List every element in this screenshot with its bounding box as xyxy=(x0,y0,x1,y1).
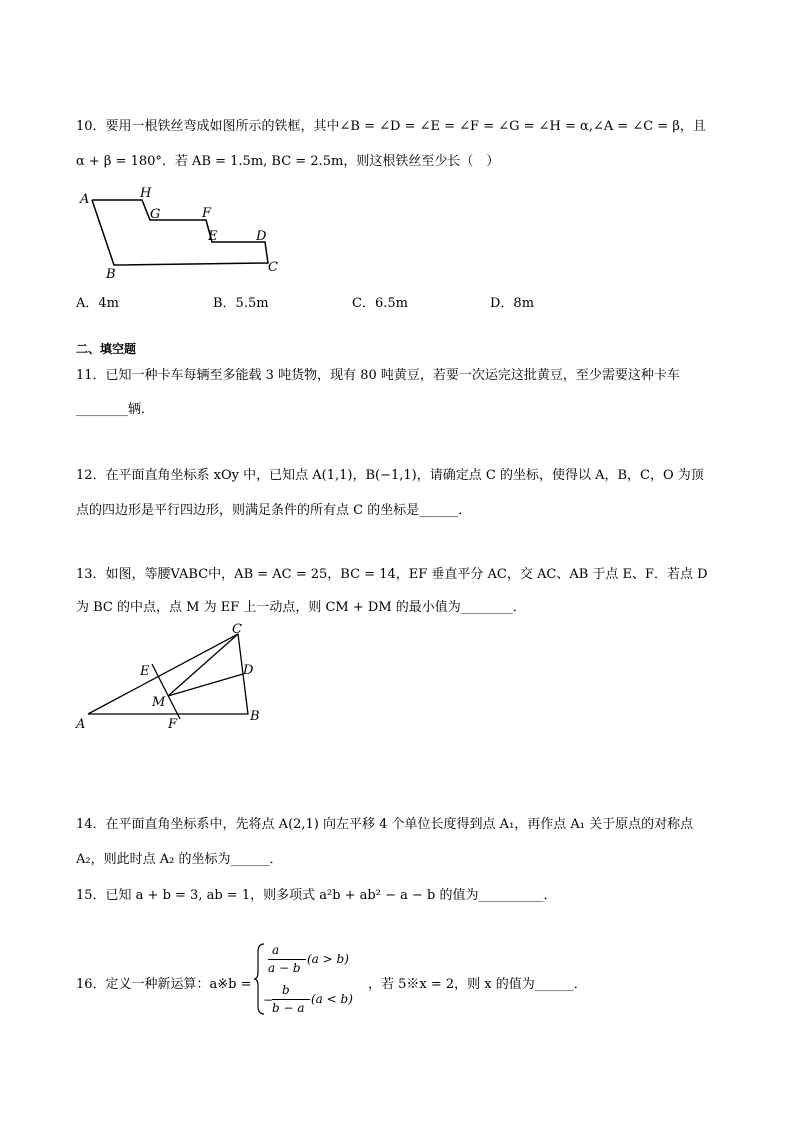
q11-line1: 11．已知一种卡车每辆至多能载 3 吨货物，现有 80 吨黄豆，若要一次运完这批黄豆，至少需要这种卡车 xyxy=(76,368,680,383)
q10-label-F: F xyxy=(202,206,212,221)
q10-option-b: B．5.5m xyxy=(213,296,269,311)
q10-option-d: D．8m xyxy=(490,296,535,311)
q10-label-A: A xyxy=(80,192,90,207)
q16-case2-numerator: b xyxy=(282,983,290,997)
q13-figure xyxy=(72,622,272,734)
q16-case1-condition: (a > b) xyxy=(307,952,349,966)
q16-case1-denominator: a − b xyxy=(268,961,301,975)
q10-label-E: E xyxy=(208,229,218,244)
q16-case2-sign: − xyxy=(263,993,274,1007)
q10-figure xyxy=(78,185,298,280)
q16-case1-fraction-bar xyxy=(268,959,306,960)
q16-prefix: 16．定义一种新运算：a※b = xyxy=(76,977,252,992)
q10-label-D: D xyxy=(256,229,267,244)
q10-label-C: C xyxy=(268,260,278,275)
q10-label-H: H xyxy=(140,186,152,201)
q14-line1: 14．在平面直角坐标系中，先将点 A(2,1) 向左平移 4 个单位长度得到点 A₁，再作点 A₁ 关于原点的对称点 xyxy=(76,817,694,832)
q16-case2-denominator: b − a xyxy=(272,1001,305,1015)
q16-case2-condition: (a < b) xyxy=(311,992,353,1006)
q12-line2: 点的四边形是平行四边形，则满足条件的所有点 C 的坐标是______． xyxy=(76,503,472,518)
q13-label-B: B xyxy=(250,709,260,724)
q13-label-F: F xyxy=(168,717,178,732)
q14-line2: A₂，则此时点 A₂ 的坐标为______． xyxy=(76,852,283,867)
q16-case2-fraction-bar xyxy=(272,999,310,1000)
q13-label-D: D xyxy=(243,663,254,678)
q12-line1: 12．在平面直角坐标系 xOy 中，已知点 A(1,1)，B(−1,1)，请确定点 C 的坐标，使得以 A，B，C，O 为顶 xyxy=(76,468,704,483)
q10-option-c: C．6.5m xyxy=(352,296,408,311)
q16-case1-numerator: a xyxy=(272,943,280,957)
q16-suffix: ，若 5※x = 2，则 x 的值为______． xyxy=(368,977,587,992)
q13-line2: 为 BC 的中点，点 M 为 EF 上一动点，则 CM + DM 的最小值为________． xyxy=(76,600,526,615)
q13-label-E: E xyxy=(140,664,150,679)
q13-label-M: M xyxy=(152,695,166,710)
q10-line2: α + β = 180°．若 AB = 1.5m, BC = 2.5m，则这根铁丝至少长（ ） xyxy=(76,154,500,169)
section-title: 二、填空题 xyxy=(76,342,137,356)
q10-line1: 10．要用一根铁丝弯成如图所示的铁框，其中∠B = ∠D = ∠E = ∠F = ∠G = ∠H = α,∠A = ∠C = β，且 xyxy=(76,119,706,134)
q13-line1: 13．如图，等腰VABC中，AB = AC = 25，BC = 14，EF 垂直平分 AC，交 AC、AB 于点 E、F．若点 D xyxy=(76,567,708,582)
q10-option-a: A．4m xyxy=(76,296,119,311)
q15-line1: 15．已知 a + b = 3, ab = 1，则多项式 a²b + ab² − a − b 的值为__________． xyxy=(76,888,557,903)
q10-label-G: G xyxy=(150,207,161,222)
q10-label-B: B xyxy=(106,267,116,280)
q13-label-A: A xyxy=(76,717,86,732)
q13-label-C: C xyxy=(232,622,242,637)
q11-line2: ________辆． xyxy=(76,402,155,417)
